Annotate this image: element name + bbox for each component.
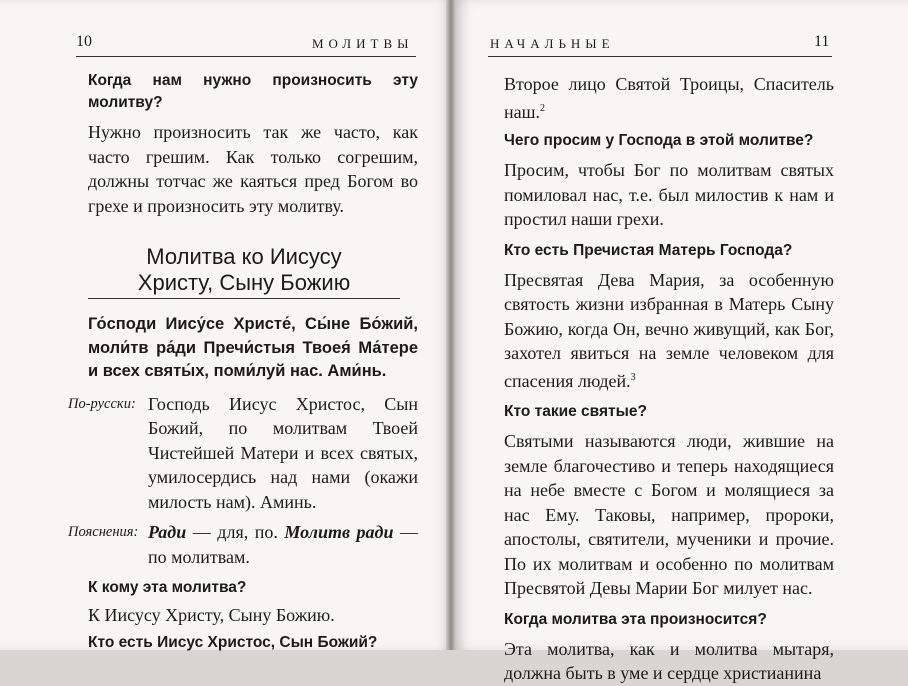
explanations-label: Пояснения: [68, 524, 139, 540]
question: Когда молитва эта произносится? [504, 610, 767, 628]
prayer-title-line-1: Молитва ко Иисусу [146, 244, 342, 269]
right-content [504, 72, 834, 686]
header-rule [76, 56, 416, 57]
left-content [68, 68, 418, 654]
translation-text: Господь Иисус Христос, Сын Божий, по молитвам Твоей Чистейшей Матери и всех святых, умилосердись над нами (окажи милость нам). Аминь. [148, 393, 418, 512]
question: К кому эта молитва? [88, 579, 247, 596]
prayer-heading [88, 244, 400, 299]
definition: — для, по. [186, 522, 285, 542]
explanations-text [148, 520, 418, 569]
book-gutter [446, 0, 456, 650]
term: Молитв ради [284, 522, 394, 542]
page-number: 11 [814, 33, 830, 50]
prayer-title-line-2: Христу, Сыну Божию [137, 270, 351, 295]
question: Кто такие святые? [504, 403, 647, 420]
running-head: НАЧАЛЬНЫЕ [490, 36, 615, 51]
answer [504, 72, 834, 124]
answer: К Иисусу Христу, Сыну Божию. [88, 605, 335, 625]
question: Чего просим у Господа в этой молитве? [504, 132, 814, 149]
answer: Эта молитва, как и молитва мытаря, должна быть в уме и сердце христианина [504, 638, 834, 683]
header-rule [488, 56, 832, 57]
running-head: МОЛИТВЫ [312, 36, 414, 51]
russian-translation [68, 392, 418, 515]
answer: Нужно произносить так же часто, как часто грешим. Как только согрешим, должны тотчас же каяться пред Богом во грехе и произносить эту молитву. [88, 122, 418, 216]
answer: Святыми называются люди, жившие на земле благочестиво и теперь находящиеся на небе вместе с Богом и молящиеся за нас Ему. Таковы, например, пророки, апостолы, святители, мученики и прочие. По их молитвам и особенно по молитвам Пресвятой Девы Марии Бог милует нас. [504, 431, 834, 598]
footnote-ref: 3 [630, 371, 636, 383]
prayer-text: Го́споди Иису́се Христе́, Сы́не Бо́жий, моли́тв ра́ди Пречи́стыя Твоея́ Ма́тере и всех святы́х, поми́луй нас. Ами́нь. [88, 315, 418, 380]
page-number: 10 [76, 33, 92, 50]
question: Кто есть Иисус Христос, Сын Божий? [88, 633, 378, 651]
answer: Просим, чтобы Бог по молитвам святых помиловал нас, т.е. был милостив к нам и простил наши грехи. [504, 160, 834, 229]
left-page [0, 0, 452, 650]
right-page [452, 0, 908, 683]
explanations [68, 520, 418, 569]
footnote-ref: 2 [539, 102, 545, 114]
term: Ради [148, 522, 187, 542]
answer-text: Второе лицо Святой Троицы, Спаситель наш. [504, 74, 834, 122]
question: Кто есть Пречистая Матерь Господа? [504, 241, 793, 259]
answer-text: Пресвятая Дева Мария, за особенную святость жизни избранная в Матерь Сыну Божию, когда Он, вечно живущий, как Бог, захотел явиться на земле человеком для спасения людей. [504, 269, 834, 391]
translation-label: По-русски: [68, 395, 136, 412]
question: Когда нам нужно произносить эту молитву? [88, 72, 418, 111]
definition: — по молитвам. [148, 522, 418, 567]
answer [504, 268, 834, 394]
